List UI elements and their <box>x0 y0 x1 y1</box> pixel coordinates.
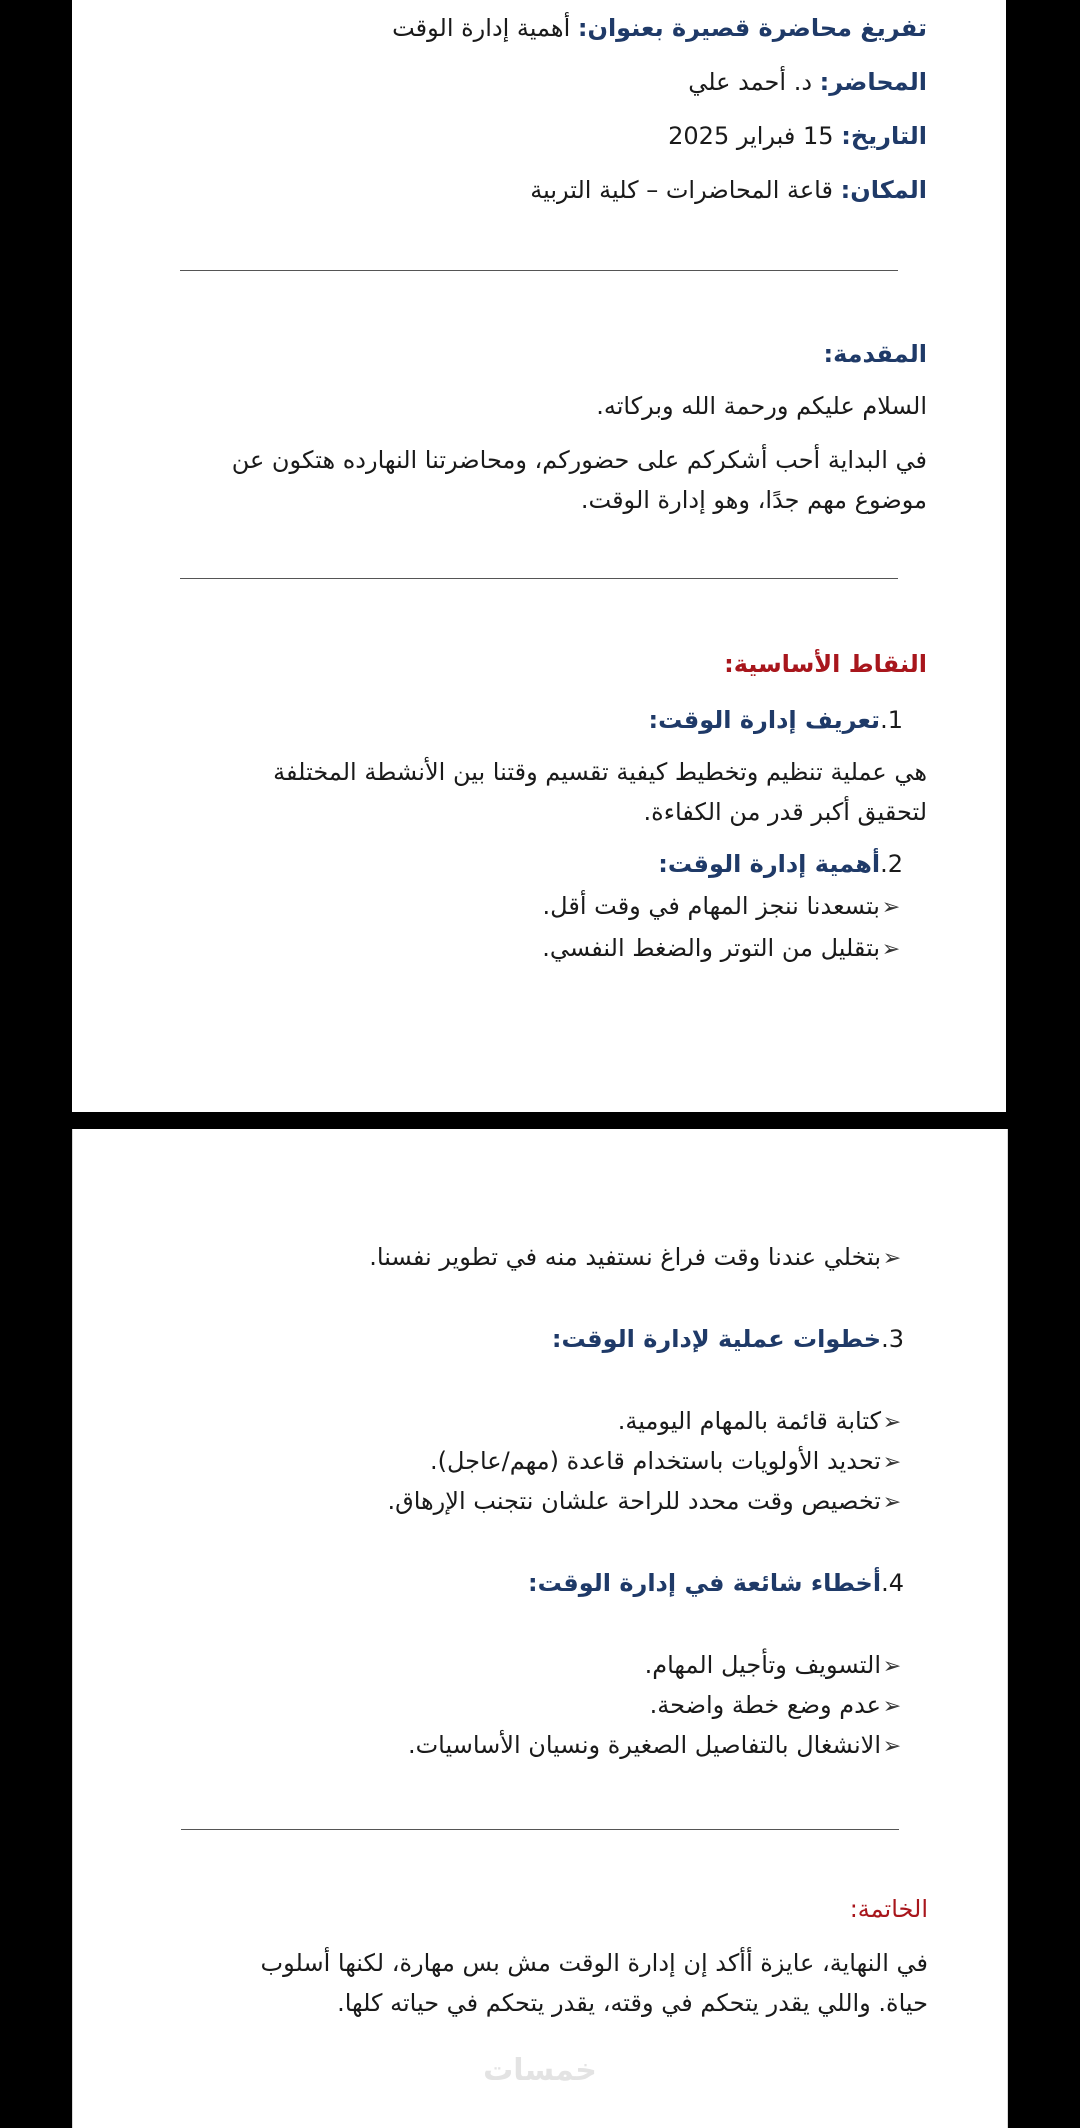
point-4-bullet <box>408 1725 903 1767</box>
intro-text: في البداية أحب أشكركم على حضوركم، ومحاضرتنا النهارده هتكون عن موضوع مهم جدًا، وهو إدارة الوقت. <box>231 446 927 514</box>
arrow-bullet-icon: ➢ <box>882 1246 902 1271</box>
lecture-title-line <box>392 8 927 48</box>
intro-heading: المقدمة: <box>823 340 927 368</box>
conclusion-heading: الخاتمة: <box>849 1895 928 1923</box>
point-3-bullet <box>430 1441 903 1483</box>
point-4-heading <box>528 1563 904 1603</box>
point-4-number: 4. <box>881 1569 904 1597</box>
bullet-text: بتسعدنا ننجز المهام في وقت أقل. <box>542 892 880 920</box>
title-value: أهمية إدارة الوقت <box>392 14 578 42</box>
arrow-bullet-icon: ➢ <box>882 1450 902 1475</box>
divider <box>180 270 898 271</box>
point-2-bullet <box>369 1237 903 1279</box>
divider <box>181 1829 899 1830</box>
arrow-bullet-icon: ➢ <box>881 937 901 962</box>
point-3-number: 3. <box>881 1325 904 1353</box>
intro-greeting: السلام عليكم ورحمة الله وبركاته. <box>596 392 927 420</box>
point-3-heading <box>552 1319 904 1359</box>
point-4-title: أخطاء شائعة في إدارة الوقت: <box>527 1569 882 1597</box>
arrow-bullet-icon: ➢ <box>881 895 901 920</box>
place-line <box>530 170 927 210</box>
point-2-number: 2. <box>880 850 903 878</box>
document-page-2 <box>72 1129 1008 2128</box>
place-label: المكان: <box>840 176 927 204</box>
bullet-text: تحديد الأولويات باستخدام قاعدة (مهم/عاجل). <box>429 1447 881 1475</box>
lecturer-label: المحاضر: <box>819 68 927 96</box>
date-value: 15 فبراير 2025 <box>668 122 842 150</box>
point-2-bullet <box>543 886 902 928</box>
document-page-1 <box>72 0 1006 1112</box>
main-points-heading: النقاط الأساسية: <box>724 650 927 678</box>
arrow-bullet-icon: ➢ <box>882 1694 902 1719</box>
date-line <box>668 116 927 156</box>
point-4-bullet <box>650 1685 903 1727</box>
conclusion-text: في النهاية، عايزة أأكد إن إدارة الوقت مش بس مهارة، لكنها أسلوب حياة. واللي يقدر يتحكم في وقته، يقدر يتحكم في حياته كلها. <box>260 1949 928 2017</box>
point-3-bullet <box>618 1401 903 1443</box>
point-2-heading <box>658 844 903 884</box>
bullet-text: عدم وضع خطة واضحة. <box>649 1691 881 1719</box>
bullet-text: الانشغال بالتفاصيل الصغيرة ونسيان الأساسيات. <box>407 1731 881 1759</box>
point-2-title: أهمية إدارة الوقت: <box>658 850 881 878</box>
point-2-bullet <box>542 928 902 970</box>
title-label: تفريغ محاضرة قصيرة بعنوان: <box>577 14 927 42</box>
point-1-title: تعريف إدارة الوقت: <box>648 706 881 734</box>
lecturer-line <box>688 62 927 102</box>
arrow-bullet-icon: ➢ <box>882 1410 902 1435</box>
bullet-text: كتابة قائمة بالمهام اليومية. <box>617 1407 881 1435</box>
point-3-bullet <box>387 1481 903 1523</box>
point-4-bullet <box>645 1645 903 1687</box>
bullet-text: بتقليل من التوتر والضغط النفسي. <box>542 934 880 962</box>
watermark-logo: خمسات <box>483 2053 597 2088</box>
point-1-text: هي عملية تنظيم وتخطيط كيفية تقسيم وقتنا بين الأنشطة المختلفة لتحقيق أكبر قدر من الكفاءة. <box>273 758 927 826</box>
divider <box>180 578 898 579</box>
bullet-text: تخصيص وقت محدد للراحة علشان نتجنب الإرهاق. <box>387 1487 881 1515</box>
arrow-bullet-icon: ➢ <box>882 1490 902 1515</box>
point-1-number: 1. <box>880 706 903 734</box>
arrow-bullet-icon: ➢ <box>882 1734 902 1759</box>
date-label: التاريخ: <box>841 122 927 150</box>
point-3-title: خطوات عملية لإدارة الوقت: <box>551 1325 882 1353</box>
point-1-heading <box>649 700 903 740</box>
place-value: قاعة المحاضرات – كلية التربية <box>530 176 841 204</box>
bullet-text: بتخلي عندنا وقت فراغ نستفيد منه في تطوير نفسنا. <box>369 1243 881 1271</box>
lecturer-value: د. أحمد علي <box>688 68 820 96</box>
bullet-text: التسويف وتأجيل المهام. <box>644 1651 881 1679</box>
arrow-bullet-icon: ➢ <box>882 1654 902 1679</box>
